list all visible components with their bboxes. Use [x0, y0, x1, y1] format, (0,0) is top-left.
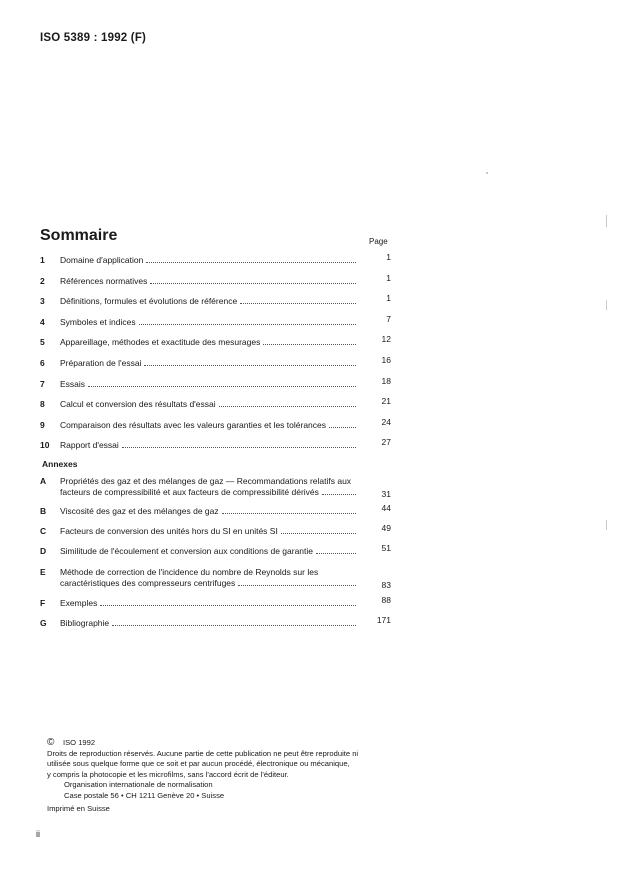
entry-page: 1 [386, 252, 391, 262]
page-number: ii [36, 829, 40, 839]
entry-number: 9 [40, 419, 45, 430]
dot-leader [100, 605, 356, 606]
entry-title: Comparaison des résultats avec les valeurs garanties et les tolérances [60, 419, 326, 430]
entry-number: C [40, 526, 47, 536]
entry-page: 27 [381, 437, 391, 448]
entry-number: B [40, 506, 47, 516]
copyright-line: y compris la photocopie et les microfilms, sans l'accord écrit de l'éditeur. [47, 769, 289, 779]
entry-page: 16 [381, 355, 391, 365]
entry-number: 2 [40, 275, 45, 286]
entry-number: 7 [40, 378, 45, 389]
entry-title: Appareillage, méthodes et exactitude des mesurages [60, 337, 261, 348]
copyright-line: Droits de reproduction réservés. Aucune partie de cette publication ne peut être reproduite ni [47, 748, 359, 758]
entry-title-continued: caractéristiques des compresseurs centrifuges [60, 578, 236, 588]
entry-title: Définitions, formules et évolutions de référence [60, 296, 238, 307]
entry-title-continued: facteurs de compressibilité et aux facteurs de compressibilité dérivés [60, 487, 319, 497]
entry-number: A [40, 476, 47, 486]
entry-title: Propriétés des gaz et des mélanges de gaz — Recommandations relatifs aux [60, 476, 352, 486]
dot-leader [329, 427, 356, 428]
entry-title: Exemples [60, 598, 98, 608]
toc-entry [40, 476, 390, 498]
page-column-label: Page [369, 237, 388, 246]
entry-page: 24 [381, 416, 391, 427]
entry-page: 12 [381, 334, 391, 345]
dot-leader [146, 262, 356, 263]
entry-page: 171 [376, 615, 391, 625]
entry-number: 8 [40, 399, 45, 410]
dot-leader [263, 344, 356, 345]
entry-page: 49 [381, 523, 391, 533]
dot-leader [219, 406, 356, 407]
entry-number: 4 [40, 316, 45, 327]
entry-title: Viscosité des gaz et des mélanges de gaz [60, 506, 219, 516]
entry-title: Préparation de l'essai [60, 358, 142, 368]
dot-leader [281, 533, 356, 534]
entry-title: Rapport d'essai [60, 440, 119, 451]
copyright-owner: ISO 1992 [63, 738, 96, 747]
dot-leader [122, 447, 356, 448]
entry-title: Domaine d'application [60, 255, 144, 265]
entry-page: 31 [381, 489, 391, 499]
entry-title: Calcul et conversion des résultats d'essai [60, 399, 216, 410]
entry-page: 44 [381, 503, 391, 513]
copyright-line: utilisée sous quelque forme que ce soit et par aucun procédé, électronique ou mécanique, [47, 759, 350, 769]
scan-mark [606, 520, 607, 530]
publisher-address: Case postale 56 • CH 1211 Genève 20 • Suisse [64, 790, 225, 800]
entry-page: 88 [381, 595, 391, 605]
scan-mark [606, 300, 607, 310]
copyright-block [47, 738, 392, 814]
annexes-heading: Annexes [42, 459, 78, 469]
toc-entry [40, 567, 390, 589]
entry-title: Méthode de correction de l'incidence du nombre de Reynolds sur les [60, 567, 319, 577]
entry-number: 10 [40, 440, 50, 451]
dot-leader [112, 625, 356, 626]
entry-page: 83 [381, 580, 391, 590]
dot-leader [240, 303, 356, 304]
entry-number: G [40, 618, 47, 628]
printed-in: Imprimé en Suisse [47, 803, 110, 813]
scan-mark [606, 215, 607, 227]
entry-page: 18 [381, 375, 391, 386]
entry-number: E [40, 567, 46, 577]
publisher-name: Organisation internationale de normalisation [64, 780, 213, 790]
entry-title: Facteurs de conversion des unités hors du SI en unités SI [60, 526, 278, 536]
entry-number: 6 [40, 358, 45, 368]
scan-mark [486, 172, 488, 174]
dot-leader [322, 494, 356, 495]
standard-reference: ISO 5389 : 1992 (F) [40, 32, 147, 44]
dot-leader [150, 283, 356, 284]
toc-title: Sommaire [40, 227, 118, 244]
dot-leader [238, 585, 356, 586]
entry-number: 3 [40, 296, 45, 307]
entry-title: Essais [60, 378, 86, 389]
dot-leader [88, 386, 356, 387]
entry-page: 51 [381, 543, 391, 553]
dot-leader [139, 324, 356, 325]
entry-title: Bibliographie [60, 618, 110, 628]
entry-number: F [40, 598, 46, 608]
entry-page: 7 [386, 313, 391, 324]
dot-leader [222, 513, 356, 514]
entry-page: 1 [386, 293, 391, 304]
entry-number: 5 [40, 337, 45, 348]
entry-number: 1 [40, 255, 45, 265]
dot-leader [144, 365, 356, 366]
entry-title: Similitude de l'écoulement et conversion aux conditions de garantie [60, 546, 313, 556]
entry-page: 21 [381, 396, 391, 407]
dot-leader [316, 553, 356, 554]
entry-number: D [40, 546, 47, 556]
copyright-icon: © [47, 737, 55, 748]
entry-title: Symboles et indices [60, 316, 136, 327]
entry-title: Références normatives [60, 275, 148, 286]
entry-page: 1 [386, 272, 391, 283]
